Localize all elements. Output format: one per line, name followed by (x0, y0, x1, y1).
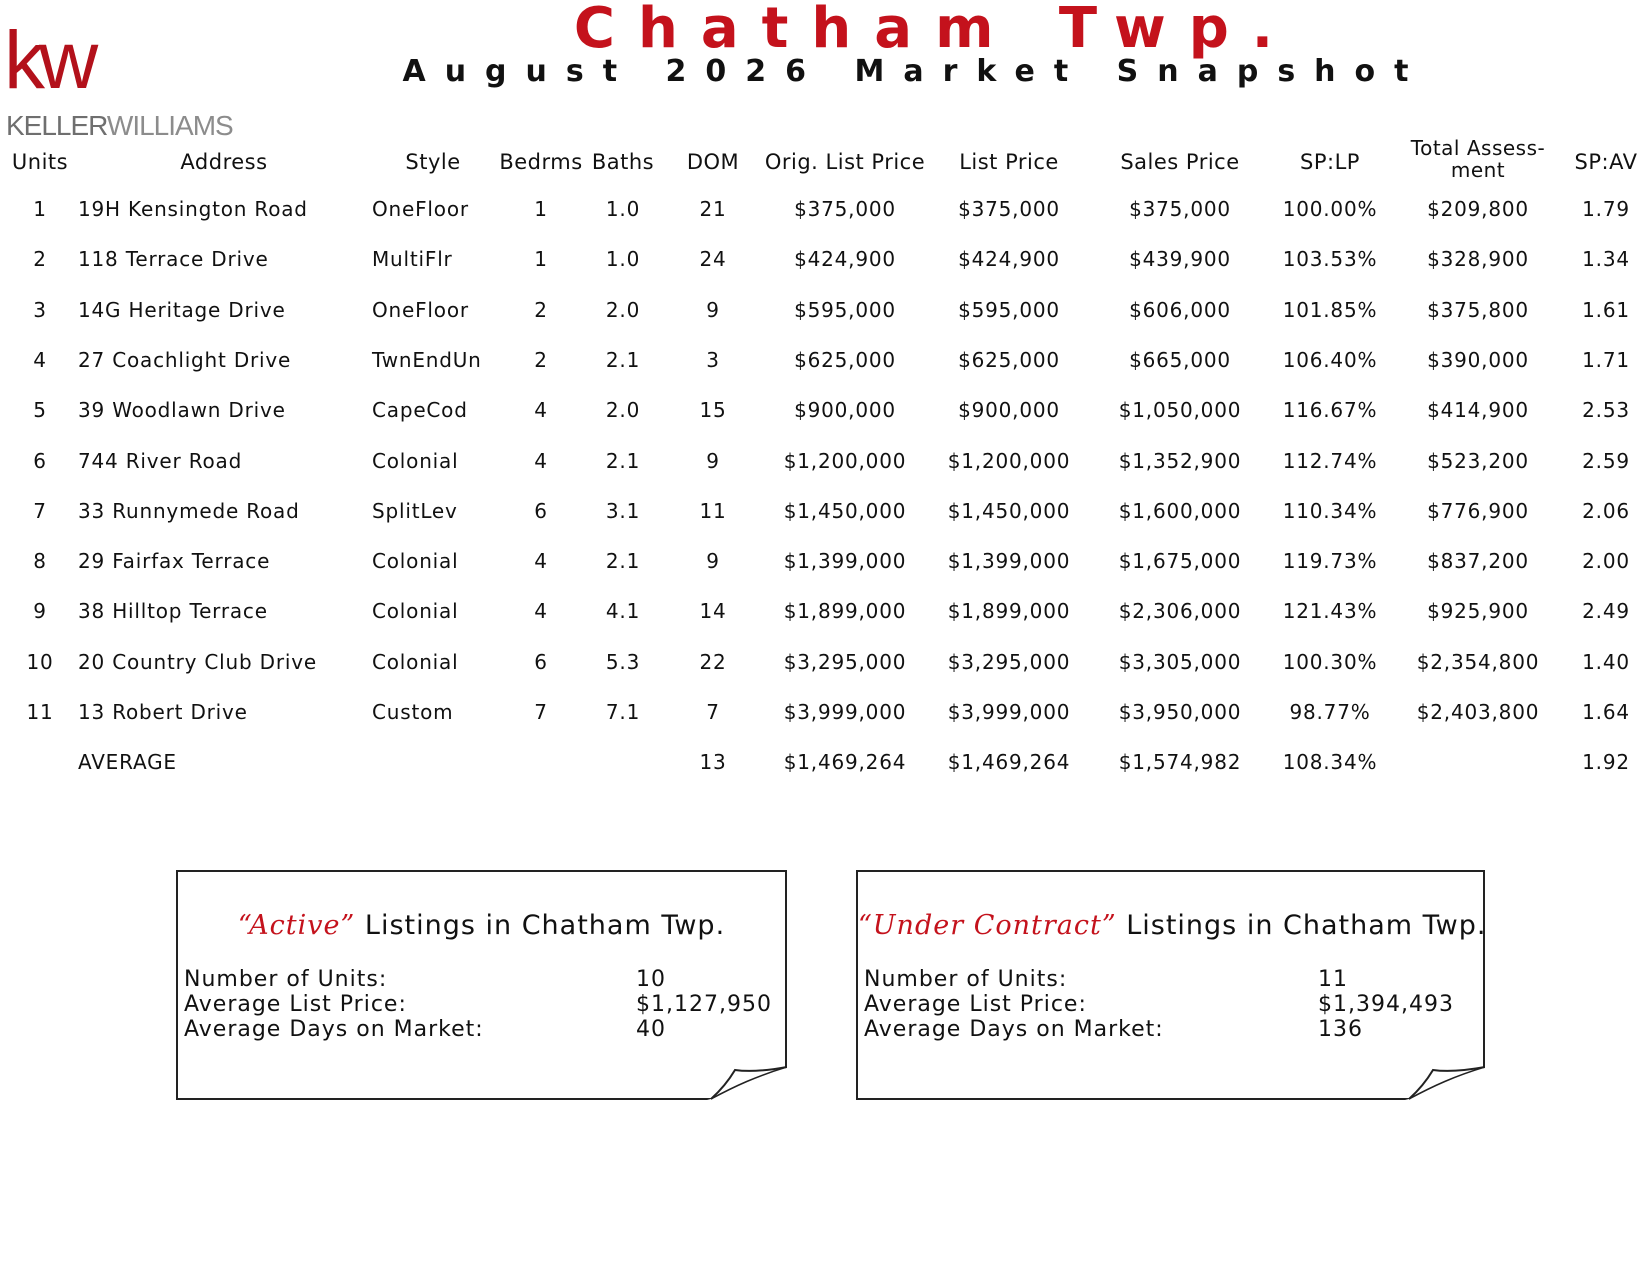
cell-orig-list-price: $375,000 (794, 197, 896, 221)
cell-sp-av: 2.06 (1582, 498, 1630, 523)
column-header-orig-list-price: Orig. List Price (764, 150, 926, 174)
cell-sp-av: 1.40 (1582, 649, 1630, 674)
cell-sp-av: 2.59 (1582, 448, 1630, 473)
column-header-dom: DOM (686, 150, 740, 174)
cell-style: Colonial (372, 448, 459, 473)
column-header-list-price: List Price (959, 150, 1059, 174)
cell-baths: 2.0 (605, 398, 641, 423)
cell-style: OneFloor (372, 197, 469, 221)
cell-dom: 24 (699, 247, 727, 272)
active-avg-price-label: Average List Price: (184, 992, 407, 1017)
cell-sp-lp: 110.34% (1282, 498, 1378, 523)
cell-baths: 2.1 (605, 347, 641, 372)
cell-total-assessment: $390,000 (1427, 347, 1529, 372)
cell-style: CapeCod (372, 398, 468, 423)
cell-address: 20 Country Club Drive (78, 649, 317, 674)
cell-units: 10 (26, 649, 54, 674)
keller-williams-logo (4, 15, 244, 141)
cell-units: 3 (33, 297, 47, 322)
page-curl-icon (707, 1066, 787, 1100)
cell-style: Custom (372, 700, 454, 724)
cell-style: OneFloor (372, 297, 469, 322)
cell-address: 744 River Road (78, 448, 243, 473)
cell-orig-list-price: $900,000 (794, 398, 896, 423)
cell-sp-lp: 112.74% (1282, 448, 1378, 473)
column-header-baths: Baths (591, 150, 655, 174)
cell-address: 33 Runnymede Road (78, 498, 300, 523)
cell-bedrooms: 7 (534, 700, 548, 724)
cell-baths: 4.1 (605, 599, 641, 624)
cell-dom: 7 (706, 700, 720, 724)
cell-units: 9 (33, 599, 47, 624)
active-quote: “Active” (237, 910, 356, 941)
cell-units: 5 (33, 398, 47, 423)
cell-sp-av: 1.61 (1582, 297, 1630, 322)
logo-name-a: KELLER (6, 110, 107, 141)
cell-total-assessment: $523,200 (1427, 448, 1529, 473)
cell-sales-price: $2,306,000 (1118, 599, 1242, 624)
cell-sp-lp: 106.40% (1282, 347, 1378, 372)
cell-list-price: $625,000 (958, 347, 1060, 372)
cell-baths: 2.1 (605, 448, 641, 473)
cell-sp-lp: 98.77% (1289, 700, 1371, 724)
cell-list-price: $1,399,000 (947, 549, 1071, 574)
cell-list-price: $375,000 (958, 197, 1060, 221)
cell-style: SplitLev (372, 498, 458, 523)
cell-total-assessment: $2,354,800 (1416, 649, 1540, 674)
under-contract-units-label: Number of Units: (864, 967, 1068, 992)
cell-bedrooms: 4 (534, 549, 548, 574)
active-avg-dom-label: Average Days on Market: (184, 1017, 484, 1042)
cell-total-assessment: $414,900 (1427, 398, 1529, 423)
cell-baths: 1.0 (605, 197, 641, 221)
cell-bedrooms: 1 (534, 197, 548, 221)
cell-list-price: $900,000 (958, 398, 1060, 423)
cell-style: Colonial (372, 599, 459, 624)
cell-sales-price: $1,675,000 (1118, 549, 1242, 574)
cell-list-price: $1,450,000 (947, 498, 1071, 523)
cell-orig-list-price: $1,200,000 (783, 448, 907, 473)
active-avg-price-value: $1,127,950 (636, 992, 772, 1017)
cell-list-price: $1,899,000 (947, 599, 1071, 624)
active-title-rest: Listings in Chatham Twp. (355, 910, 726, 941)
cell-baths: 2.1 (605, 549, 641, 574)
column-header-sp-lp: SP:LP (1300, 150, 1360, 174)
cell-orig-list-price: $625,000 (794, 347, 896, 372)
under-contract-quote: “Under Contract” (858, 910, 1117, 941)
cell-list-price: $1,469,264 (947, 750, 1071, 775)
cell-total-assessment: $209,800 (1427, 197, 1529, 221)
under-contract-box-title (858, 910, 1487, 941)
column-header-units: Units (11, 150, 69, 174)
cell-sp-lp: 100.00% (1282, 197, 1378, 221)
cell-dom: 21 (699, 197, 727, 221)
logo-mark: kw (4, 15, 93, 106)
cell-address: 27 Coachlight Drive (78, 347, 292, 372)
under-contract-avg-price-label: Average List Price: (864, 992, 1087, 1017)
column-header-total-assessment: Total Assess- ment (1410, 136, 1546, 182)
cell-sp-av: 1.34 (1582, 247, 1630, 272)
cell-address: 39 Woodlawn Drive (78, 398, 286, 423)
page-title: Chatham Twp. (573, 0, 1297, 61)
cell-orig-list-price: $1,450,000 (783, 498, 907, 523)
cell-list-price: $595,000 (958, 297, 1060, 322)
cell-dom: 15 (699, 398, 727, 423)
cell-sales-price: $1,050,000 (1118, 398, 1242, 423)
under-contract-avg-dom-value: 136 (1318, 1017, 1363, 1042)
cell-dom: 22 (699, 649, 727, 674)
cell-dom: 11 (699, 498, 727, 523)
cell-baths: 2.0 (605, 297, 641, 322)
cell-units: 2 (33, 247, 47, 272)
cell-style: Colonial (372, 649, 459, 674)
cell-sp-av: 1.64 (1582, 700, 1630, 724)
cell-total-assessment: $2,403,800 (1416, 700, 1540, 724)
cell-total-assessment: $837,200 (1427, 549, 1529, 574)
page-curl-icon (1405, 1066, 1485, 1100)
under-contract-title-rest: Listings in Chatham Twp. (1116, 910, 1487, 941)
cell-style: MultiFlr (372, 247, 453, 272)
cell-orig-list-price: $1,899,000 (783, 599, 907, 624)
cell-baths: 7.1 (605, 700, 641, 724)
cell-orig-list-price: $3,295,000 (783, 649, 907, 674)
cell-total-assessment: $776,900 (1427, 498, 1529, 523)
cell-units: 8 (33, 549, 47, 574)
cell-dom: 3 (706, 347, 720, 372)
cell-list-price: $3,295,000 (947, 649, 1071, 674)
logo-name-b: WILLIAMS (106, 110, 233, 141)
column-header-sp-av: SP:AV (1574, 150, 1638, 174)
cell-units: 1 (33, 197, 47, 221)
cell-total-assessment: $375,800 (1427, 297, 1529, 322)
cell-sales-price: $439,900 (1129, 247, 1231, 272)
cell-style: Colonial (372, 549, 459, 574)
cell-sales-price: $1,600,000 (1118, 498, 1242, 523)
cell-sp-lp: 119.73% (1282, 549, 1378, 574)
active-avg-dom-value: 40 (636, 1017, 666, 1042)
cell-total-assessment: $328,900 (1427, 247, 1529, 272)
cell-baths: 3.1 (605, 498, 641, 523)
cell-sales-price: $375,000 (1129, 197, 1231, 221)
column-header-address: Address (180, 150, 268, 174)
active-units-label: Number of Units: (184, 967, 388, 992)
cell-bedrooms: 4 (534, 448, 548, 473)
cell-bedrooms: 1 (534, 247, 548, 272)
cell-sp-av: 1.79 (1582, 197, 1630, 221)
column-header-sales-price: Sales Price (1120, 150, 1240, 174)
cell-style: TwnEndUn (372, 347, 482, 372)
logo-wordmark (6, 110, 233, 142)
cell-sp-lp: 116.67% (1282, 398, 1378, 423)
column-header-bedrooms: Bedrms (499, 150, 583, 174)
cell-sales-price: $1,574,982 (1118, 750, 1242, 775)
cell-sales-price: $3,950,000 (1118, 700, 1242, 724)
cell-list-price: $1,200,000 (947, 448, 1071, 473)
cell-bedrooms: 6 (534, 498, 548, 523)
cell-list-price: $3,999,000 (947, 700, 1071, 724)
under-contract-avg-dom-label: Average Days on Market: (864, 1017, 1164, 1042)
cell-address: 14G Heritage Drive (78, 297, 286, 322)
cell-baths: 5.3 (605, 649, 641, 674)
cell-sp-lp: 121.43% (1282, 599, 1378, 624)
cell-sp-lp: 100.30% (1282, 649, 1378, 674)
cell-bedrooms: 4 (534, 599, 548, 624)
cell-bedrooms: 2 (534, 297, 548, 322)
cell-sp-av: 1.92 (1582, 750, 1630, 775)
cell-address: 19H Kensington Road (78, 197, 308, 221)
cell-orig-list-price: $595,000 (794, 297, 896, 322)
cell-units: 4 (33, 347, 47, 372)
active-units-value: 10 (636, 967, 666, 992)
cell-bedrooms: 2 (534, 347, 548, 372)
cell-orig-list-price: $1,469,264 (783, 750, 907, 775)
cell-units: 11 (26, 700, 54, 724)
cell-address: 118 Terrace Drive (78, 247, 269, 272)
cell-sp-lp: 101.85% (1282, 297, 1378, 322)
cell-dom: 14 (699, 599, 727, 624)
cell-sp-av: 1.71 (1582, 347, 1630, 372)
cell-bedrooms: 6 (534, 649, 548, 674)
cell-address: 13 Robert Drive (78, 700, 248, 724)
cell-units: 7 (33, 498, 47, 523)
active-listings-box (176, 870, 787, 1100)
cell-orig-list-price: $3,999,000 (783, 700, 907, 724)
cell-dom: 13 (699, 750, 727, 775)
cell-sales-price: $3,305,000 (1118, 649, 1242, 674)
cell-address: 38 Hilltop Terrace (78, 599, 268, 624)
cell-dom: 9 (706, 297, 720, 322)
page-subtitle: August 2026 Market Snapshot (402, 54, 1428, 89)
column-header-style: Style (405, 150, 461, 174)
cell-orig-list-price: $1,399,000 (783, 549, 907, 574)
cell-dom: 9 (706, 549, 720, 574)
cell-list-price: $424,900 (958, 247, 1060, 272)
cell-address: 29 Fairfax Terrace (78, 549, 271, 574)
under-contract-avg-price-value: $1,394,493 (1318, 992, 1454, 1017)
cell-units: 6 (33, 448, 47, 473)
active-box-title (178, 910, 785, 941)
cell-sp-av: 2.49 (1582, 599, 1630, 624)
cell-bedrooms: 4 (534, 398, 548, 423)
cell-orig-list-price: $424,900 (794, 247, 896, 272)
under-contract-units-value: 11 (1318, 967, 1348, 992)
cell-sales-price: $665,000 (1129, 347, 1231, 372)
cell-baths: 1.0 (605, 247, 641, 272)
cell-total-assessment: $925,900 (1427, 599, 1529, 624)
cell-address: AVERAGE (78, 750, 177, 775)
cell-sales-price: $1,352,900 (1118, 448, 1242, 473)
cell-sp-av: 2.00 (1582, 549, 1630, 574)
cell-sp-lp: 103.53% (1282, 247, 1378, 272)
cell-sp-lp: 108.34% (1282, 750, 1378, 775)
cell-sales-price: $606,000 (1129, 297, 1231, 322)
cell-sp-av: 2.53 (1582, 398, 1630, 423)
cell-dom: 9 (706, 448, 720, 473)
under-contract-listings-box (856, 870, 1485, 1100)
